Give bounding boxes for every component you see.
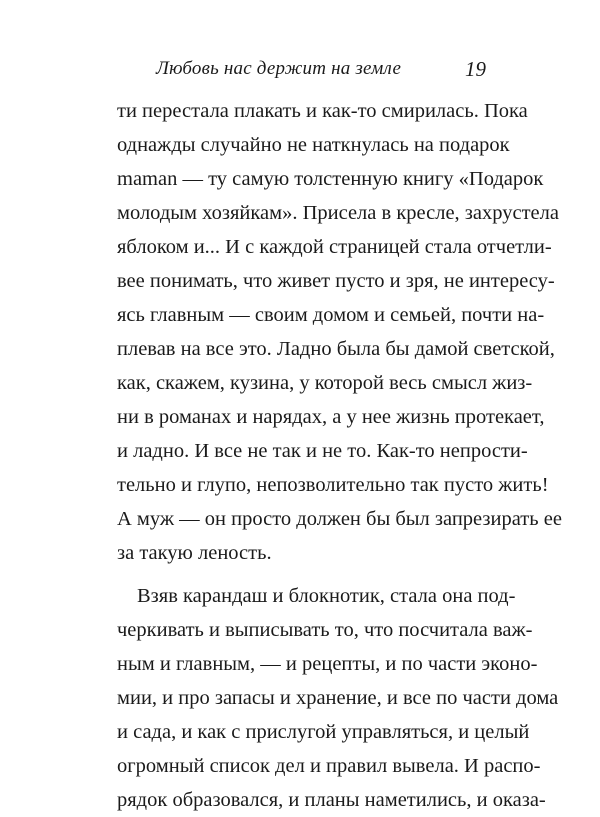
text-line: однажды случайно не наткнулась на подарок <box>117 134 510 156</box>
paragraph-spacer <box>117 570 485 579</box>
text-line: и ладно. И все не так и не то. Как-то непрости- <box>117 440 528 462</box>
body-text <box>117 94 562 817</box>
text-line: ни в романах и нарядах, а у нее жизнь протекает, <box>117 406 545 428</box>
text-line: maman — ту самую толстенную книгу «Подарок <box>117 168 544 190</box>
text-line: тельно и глупо, непозволительно так пусто жить! <box>117 474 549 496</box>
running-header-title: Любовь нас держит на земле <box>156 58 402 79</box>
text-line: ным и главным, — и рецепты, и по части эконо- <box>117 653 538 675</box>
text-line: А муж — он просто должен бы был запрезирать ее <box>117 508 562 530</box>
text-line: как, скажем, кузина, у которой весь смысл жиз- <box>117 372 533 394</box>
text-line: мии, и про запасы и хранение, и все по части дома <box>117 687 559 709</box>
text-line: Взяв карандаш и блокнотик, стала она под- <box>137 585 516 607</box>
text-line: вее понимать, что живет пусто и зря, не интересу- <box>117 270 555 292</box>
text-line: и сада, и как с прислугой управляться, и целый <box>117 721 530 743</box>
text-line: ясь главным — своим домом и семьей, почти на- <box>117 304 545 326</box>
text-line: яблоком и... И с каждой страницей стала отчетли- <box>117 236 552 258</box>
text-line: плевав на все это. Ладно была бы дамой светской, <box>117 338 555 360</box>
page-number: 19 <box>465 57 486 81</box>
text-line: рядок образовался, и планы наметились, и оказа- <box>117 789 546 811</box>
text-line: за такую леность. <box>117 542 272 564</box>
text-line: огромный список дел и правил вывела. И распо- <box>117 755 541 777</box>
paragraph <box>117 579 559 817</box>
text-line: черкивать и выписывать то, что посчитала важ- <box>117 619 533 641</box>
text-line: молодым хозяйкам». Присела в кресле, захрустела <box>117 202 559 224</box>
paragraph <box>117 94 562 570</box>
text-line: ти перестала плакать и как-то смирилась. Пока <box>117 100 528 122</box>
